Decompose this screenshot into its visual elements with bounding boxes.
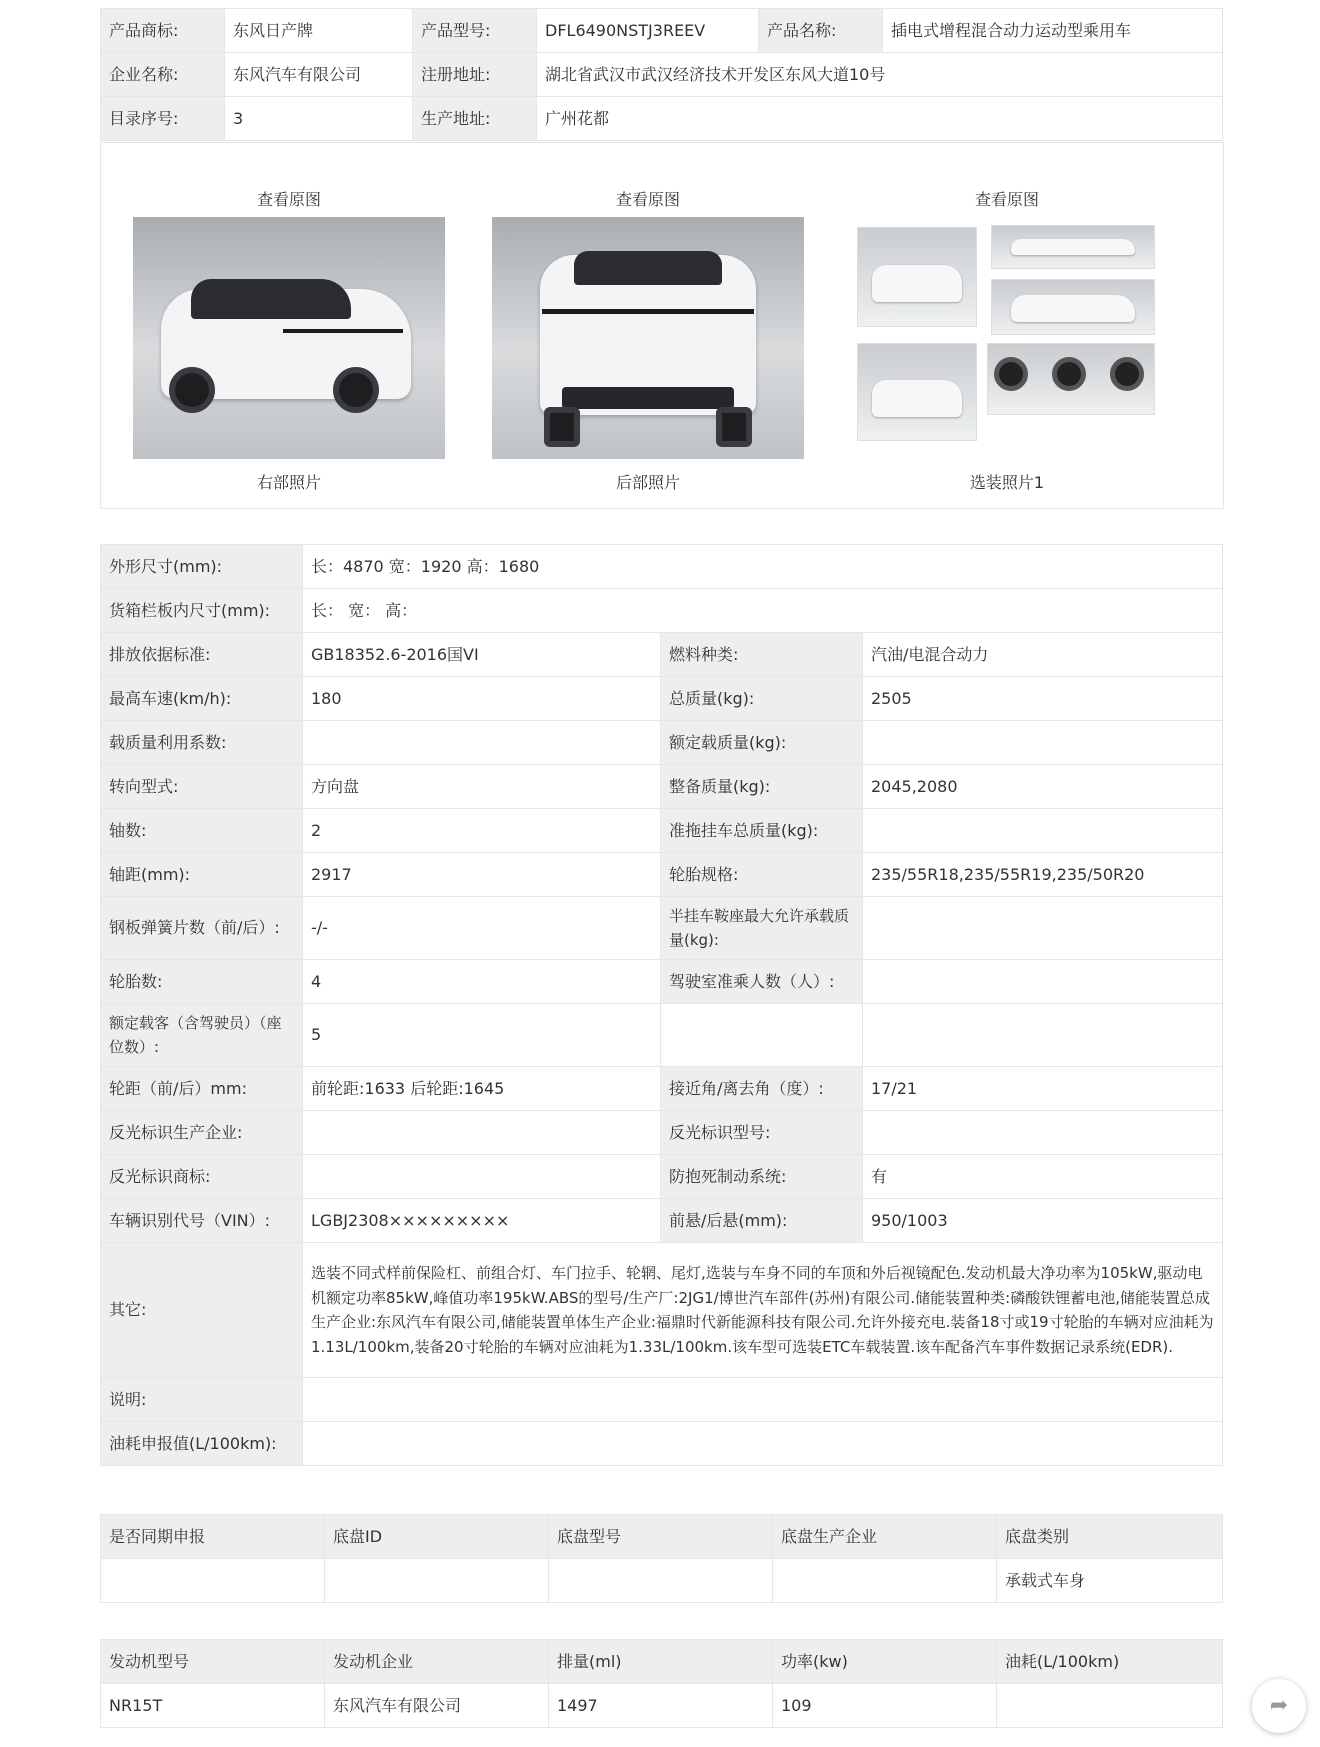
spec-value (863, 1111, 1223, 1155)
spec-value (863, 721, 1223, 765)
engine-header: 发动机企业 (325, 1640, 549, 1684)
chassis-cell: 承载式车身 (997, 1559, 1223, 1603)
spec-value (863, 960, 1223, 1004)
note-value (303, 1378, 1223, 1422)
other-label: 其它: (101, 1243, 303, 1378)
spec-value: 方向盘 (303, 765, 661, 809)
spec-value: 汽油/电混合动力 (863, 633, 1223, 677)
spec-value (863, 1004, 1223, 1067)
spec-label: 接近角/离去角（度）: (661, 1067, 863, 1111)
address-label: 注册地址: (413, 53, 537, 97)
spec-label: 前悬/后悬(mm): (661, 1199, 863, 1243)
spec-table (100, 544, 1223, 1466)
chassis-table (100, 1514, 1223, 1603)
brand-label: 产品商标: (101, 9, 225, 53)
photo-optional (837, 143, 1177, 495)
spec-value: LGBJ2308××××××××× (303, 1199, 661, 1243)
spec-value: 前轮距:1633 后轮距:1645 (303, 1067, 661, 1111)
spec-value (303, 721, 661, 765)
spec-label: 半挂车鞍座最大允许承载质量(kg): (661, 897, 863, 960)
spec-value: 5 (303, 1004, 661, 1067)
photo-right (119, 143, 459, 495)
chassis-cell (101, 1559, 325, 1603)
dimension-value: 长：4870 宽：1920 高：1680 (303, 545, 1223, 589)
chassis-header: 是否同期申报 (101, 1515, 325, 1559)
spec-value: 2505 (863, 677, 1223, 721)
car-right-image[interactable] (133, 217, 445, 459)
spec-label: 反光标识商标: (101, 1155, 303, 1199)
spec-label: 整备质量(kg): (661, 765, 863, 809)
spec-value: 2045,2080 (863, 765, 1223, 809)
spec-value (303, 1155, 661, 1199)
spec-label: 轮胎规格: (661, 853, 863, 897)
product-header-table (100, 8, 1223, 141)
photo-caption: 选装照片1 (969, 473, 1045, 492)
chassis-header: 底盘ID (325, 1515, 549, 1559)
spec-value: -/- (303, 897, 661, 960)
photo-section (100, 142, 1224, 509)
model-label: 产品型号: (413, 9, 537, 53)
photo-caption: 后部照片 (615, 473, 680, 492)
spec-label: 总质量(kg): (661, 677, 863, 721)
spec-label: 载质量利用系数: (101, 721, 303, 765)
optional-collage-image[interactable] (851, 217, 1163, 459)
spec-label: 转向型式: (101, 765, 303, 809)
spec-label: 反光标识型号: (661, 1111, 863, 1155)
spec-value: 有 (863, 1155, 1223, 1199)
spec-label: 反光标识生产企业: (101, 1111, 303, 1155)
photo-rear (478, 143, 818, 495)
spec-label: 排放依据标准: (101, 633, 303, 677)
model-value: DFL6490NSTJ3REEV (537, 9, 759, 53)
spec-value: 4 (303, 960, 661, 1004)
address-value: 湖北省武汉市武汉经济技术开发区东风大道10号 (537, 53, 1223, 97)
fuel-declared-label: 油耗申报值(L/100km): (101, 1422, 303, 1466)
share-icon[interactable]: ➦ (1252, 1679, 1306, 1733)
chassis-header: 底盘型号 (549, 1515, 773, 1559)
spec-label: 车辆识别代号（VIN）: (101, 1199, 303, 1243)
production-value: 广州花都 (537, 97, 1223, 141)
spec-value: 950/1003 (863, 1199, 1223, 1243)
spec-label: 驾驶室准乘人数（人）: (661, 960, 863, 1004)
spec-label (661, 1004, 863, 1067)
spec-value: 17/21 (863, 1067, 1223, 1111)
catalog-label: 目录序号: (101, 97, 225, 141)
catalog-value: 3 (225, 97, 413, 141)
brand-value: 东风日产牌 (225, 9, 413, 53)
other-value: 选装不同式样前保险杠、前组合灯、车门拉手、轮辋、尾灯,选装与车身不同的车顶和外后视镜配色.发动机最大净功率为105kW,驱动电机额定功率85kW,峰值功率195kW.ABS的型号/生产厂:2JG1/博世汽车部件(苏州)有限公司.储能装置种类:磷酸铁锂蓄电池,储能装置总成生产企业:东风汽车有限公司,储能装置单体生产企业:福鼎时代新能源科技有限公司.允许外接充电.装备18寸或19寸轮胎的车辆对应油耗为1.13L/100km,装备20寸轮胎的车辆对应油耗为1.33L/100km.该车型可选装ETC车载装置.该车配备汽车事件数据记录系统(EDR). (303, 1243, 1223, 1378)
spec-label: 燃料种类: (661, 633, 863, 677)
engine-cell: 109 (773, 1684, 997, 1728)
name-value: 插电式增程混合动力运动型乘用车 (883, 9, 1223, 53)
spec-label: 轮距（前/后）mm: (101, 1067, 303, 1111)
engine-header: 发动机型号 (101, 1640, 325, 1684)
car-rear-image[interactable] (492, 217, 804, 459)
chassis-cell (773, 1559, 997, 1603)
spec-value: 235/55R18,235/55R19,235/50R20 (863, 853, 1223, 897)
spec-label: 轴数: (101, 809, 303, 853)
spec-label: 轮胎数: (101, 960, 303, 1004)
chassis-header: 底盘类别 (997, 1515, 1223, 1559)
spec-label: 准拖挂车总质量(kg): (661, 809, 863, 853)
view-original-link[interactable]: 查看原图 (615, 190, 680, 209)
spec-label: 最高车速(km/h): (101, 677, 303, 721)
spec-label: 防抱死制动系统: (661, 1155, 863, 1199)
engine-cell (997, 1684, 1223, 1728)
dimension-label: 外形尺寸(mm): (101, 545, 303, 589)
cargo-dimension-label: 货箱栏板内尺寸(mm): (101, 589, 303, 633)
photo-caption: 右部照片 (256, 473, 321, 492)
fuel-declared-value (303, 1422, 1223, 1466)
engine-header: 油耗(L/100km) (997, 1640, 1223, 1684)
view-original-link[interactable]: 查看原图 (974, 190, 1039, 209)
cargo-dimension-value: 长： 宽： 高： (303, 589, 1223, 633)
spec-label: 钢板弹簧片数（前/后）: (101, 897, 303, 960)
production-label: 生产地址: (413, 97, 537, 141)
company-label: 企业名称: (101, 53, 225, 97)
chassis-cell (549, 1559, 773, 1603)
spec-value: GB18352.6-2016国VI (303, 633, 661, 677)
spec-value (863, 897, 1223, 960)
chassis-cell (325, 1559, 549, 1603)
spec-label: 额定载客（含驾驶员）（座位数）: (101, 1004, 303, 1067)
view-original-link[interactable]: 查看原图 (256, 190, 321, 209)
company-value: 东风汽车有限公司 (225, 53, 413, 97)
note-label: 说明: (101, 1378, 303, 1422)
engine-cell: 1497 (549, 1684, 773, 1728)
engine-table (100, 1639, 1223, 1728)
spec-value: 2 (303, 809, 661, 853)
engine-header: 排量(ml) (549, 1640, 773, 1684)
spec-value (863, 809, 1223, 853)
spec-label: 额定载质量(kg): (661, 721, 863, 765)
chassis-header: 底盘生产企业 (773, 1515, 997, 1559)
spec-value: 2917 (303, 853, 661, 897)
spec-value: 180 (303, 677, 661, 721)
engine-cell: 东风汽车有限公司 (325, 1684, 549, 1728)
spec-label: 轴距(mm): (101, 853, 303, 897)
engine-header: 功率(kw) (773, 1640, 997, 1684)
name-label: 产品名称: (759, 9, 883, 53)
spec-value (303, 1111, 661, 1155)
engine-cell: NR15T (101, 1684, 325, 1728)
